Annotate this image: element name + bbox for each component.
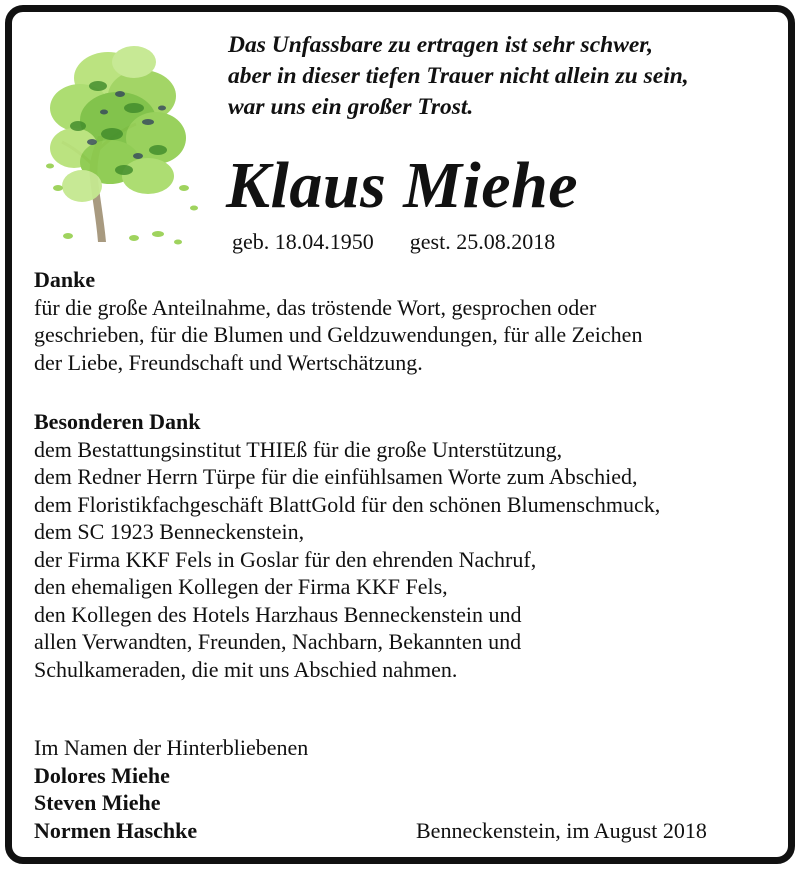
death-date: gest. 25.08.2018 xyxy=(409,229,556,254)
signature-intro: Im Namen der Hinterbliebenen xyxy=(34,735,309,760)
place-date: Benneckenstein, im August 2018 xyxy=(416,818,707,843)
special-thanks-line: allen Verwandten, Freunden, Nachbarn, Bekannten und xyxy=(34,629,522,654)
thanks-line: geschrieben, für die Blumen und Geldzuwendungen, für alle Zeichen xyxy=(34,322,643,347)
quote-block xyxy=(228,30,788,123)
special-thanks-line: Schulkameraden, die mit uns Abschied nahmen. xyxy=(34,656,458,682)
deceased-name: Klaus Miehe xyxy=(226,149,579,222)
thanks-heading: Danke xyxy=(34,267,96,292)
birth-date: geb. 18.04.1950 xyxy=(232,229,374,254)
signer-name: Dolores Miehe xyxy=(34,762,170,788)
quote-line: war uns ein großer Trost. xyxy=(228,94,474,120)
special-thanks-line: dem Bestattungsinstitut THIEß für die große Unterstützung, xyxy=(34,436,563,462)
special-thanks-line: den Kollegen des Hotels Harzhaus Benneckenstein und xyxy=(34,601,522,627)
special-thanks-line: dem Floristikfachgeschäft BlattGold für den schönen Blumenschmuck, xyxy=(34,491,661,517)
thanks-line: der Liebe, Freundschaft und Wertschätzung. xyxy=(34,349,423,375)
life-dates xyxy=(232,228,555,256)
special-thanks-section xyxy=(34,408,660,683)
special-thanks-line: den ehemaligen Kollegen der Firma KKF Fels, xyxy=(34,574,448,599)
quote-line: aber in dieser tiefen Trauer nicht allein zu sein, xyxy=(228,63,689,89)
special-thanks-heading: Besonderen Dank xyxy=(34,409,201,434)
thanks-section xyxy=(34,266,642,376)
quote-line: Das Unfassbare zu ertragen ist sehr schwer, xyxy=(228,32,654,58)
special-thanks-line: der Firma KKF Fels in Goslar für den ehrenden Nachruf, xyxy=(34,546,537,572)
special-thanks-line: dem Redner Herrn Türpe für die einfühlsamen Worte zum Abschied, xyxy=(34,464,638,489)
special-thanks-line: dem SC 1923 Benneckenstein, xyxy=(34,519,305,544)
signature-block xyxy=(34,734,308,844)
signer-name: Steven Miehe xyxy=(34,790,161,815)
thanks-line: für die große Anteilnahme, das tröstende Wort, gesprochen oder xyxy=(34,294,597,320)
birch-tree-icon xyxy=(38,38,208,250)
signer-name: Normen Haschke xyxy=(34,817,198,843)
